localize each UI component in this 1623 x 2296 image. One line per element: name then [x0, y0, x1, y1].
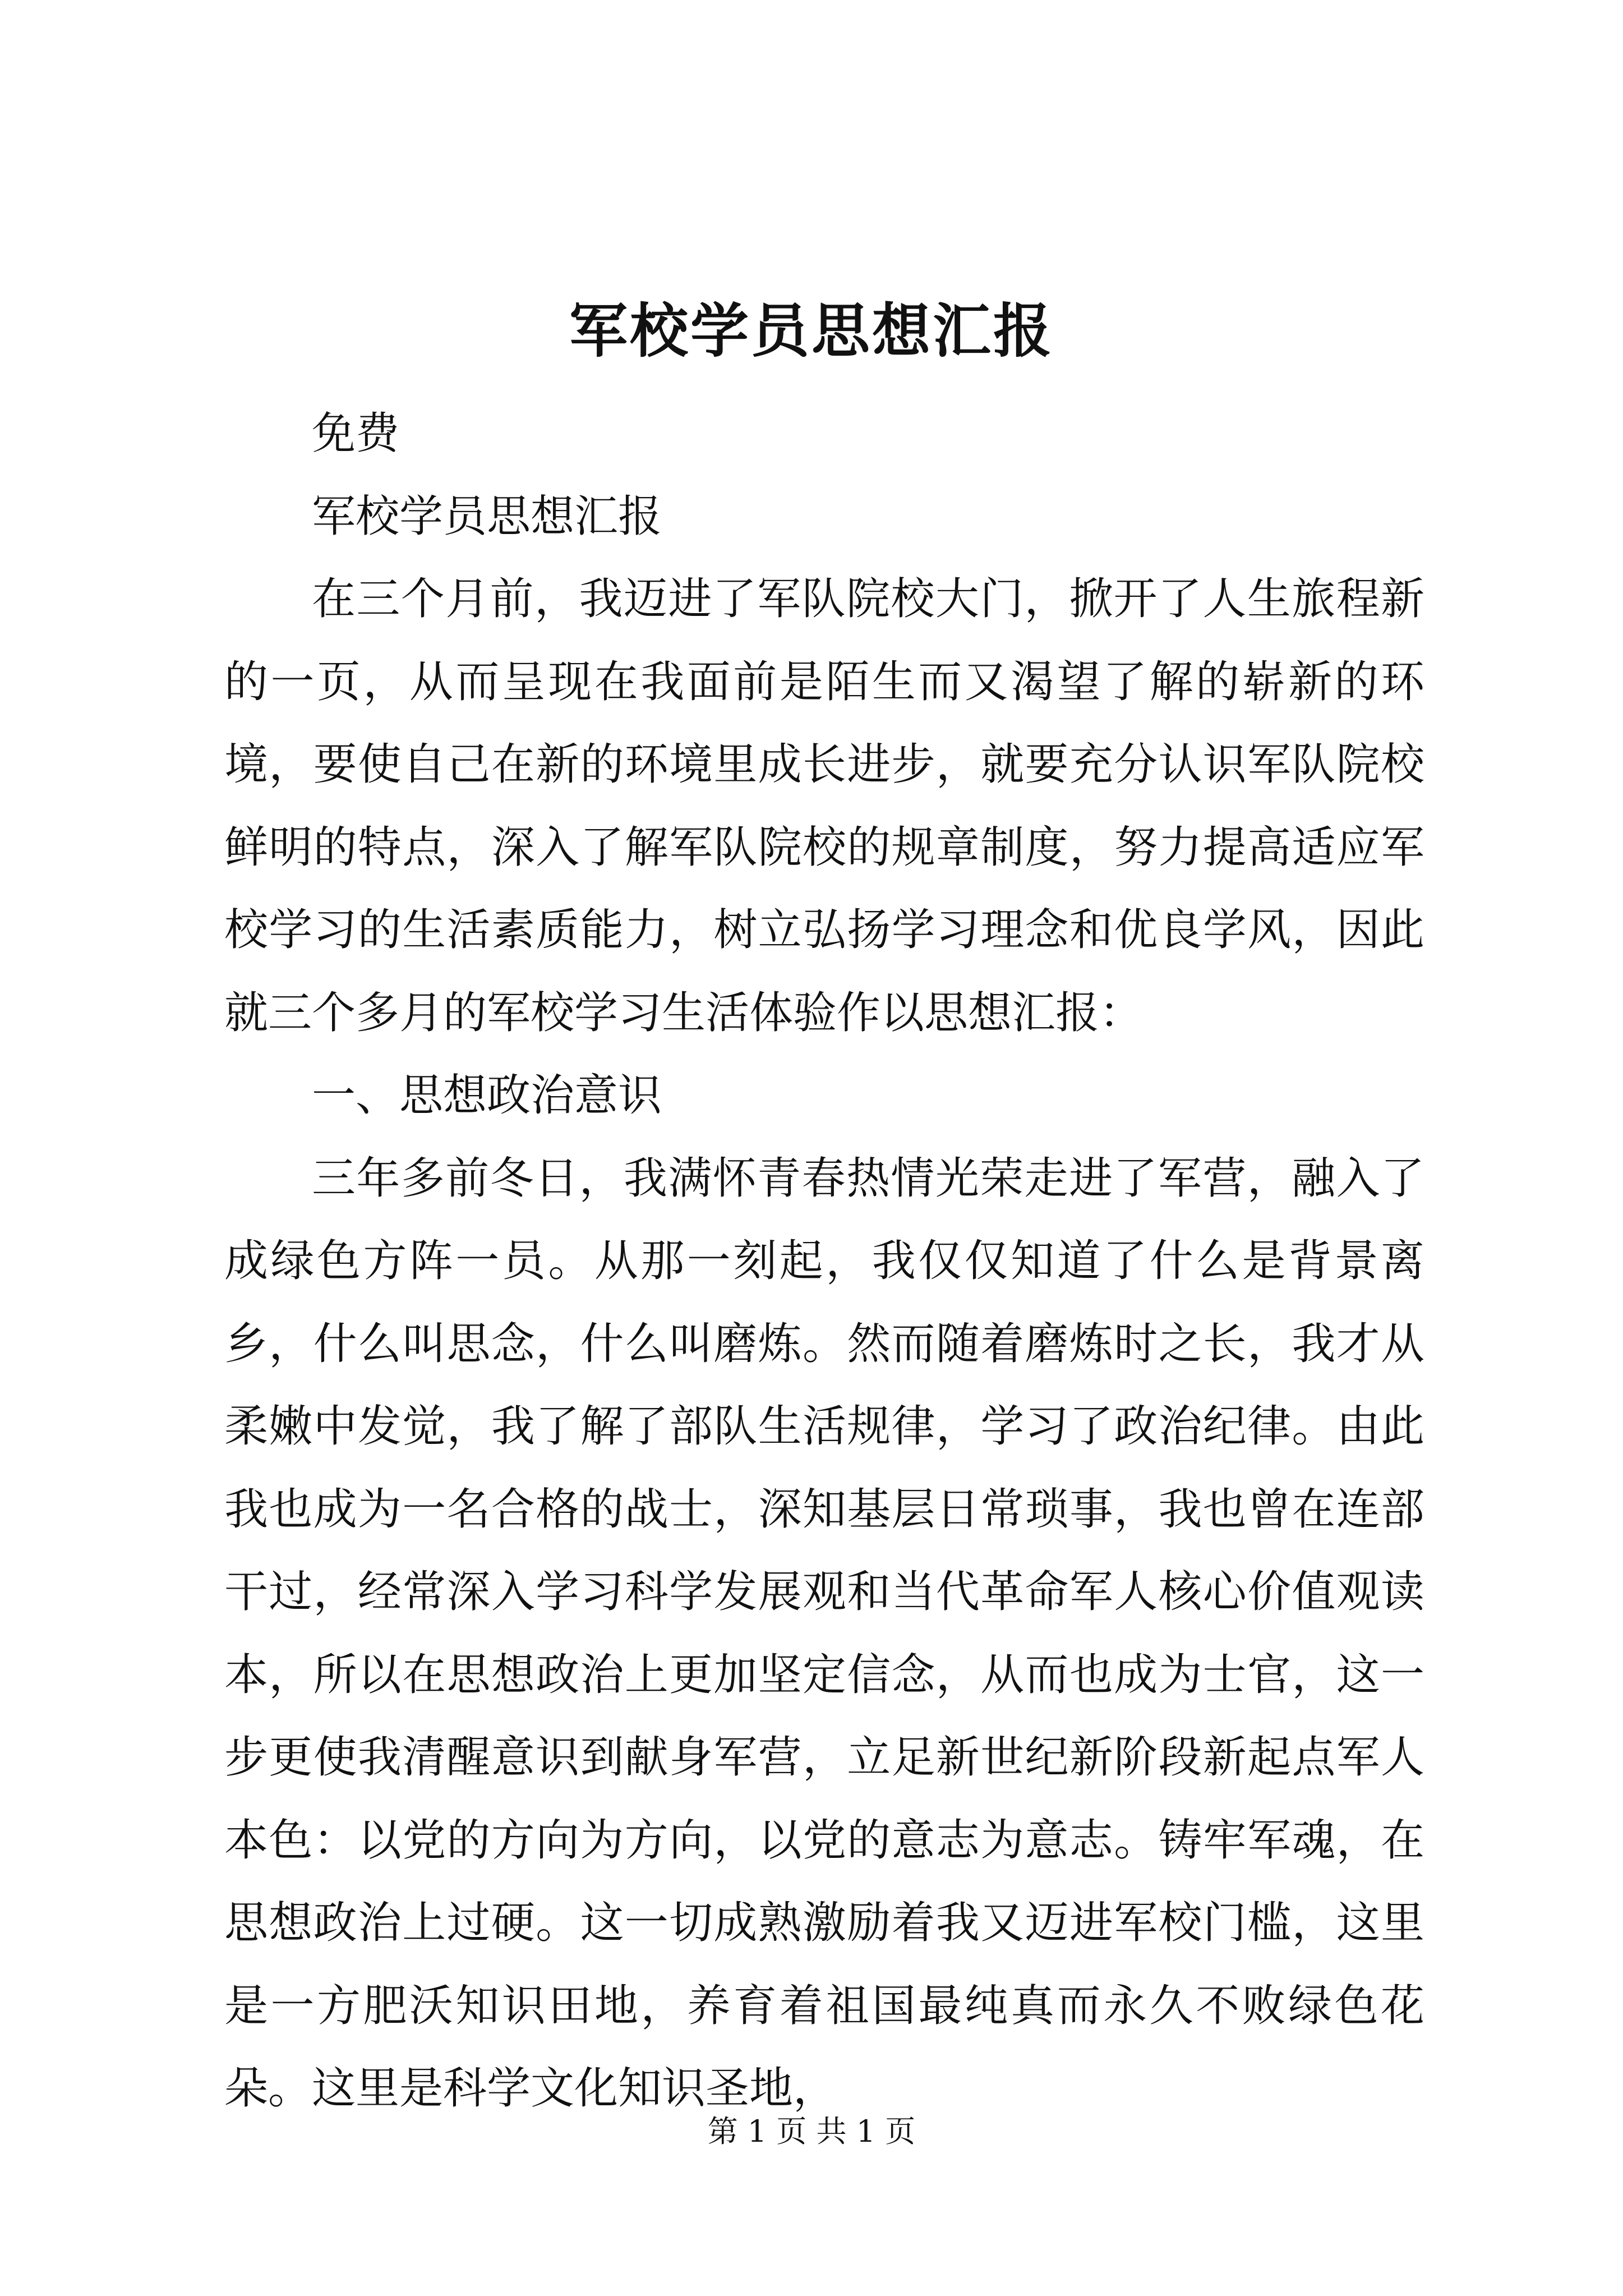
paragraph-subtitle: 军校学员思想汇报: [312, 491, 662, 542]
section-heading-ideology: 一、思想政治意识: [312, 1070, 662, 1121]
document-title: 军校学员思想汇报: [569, 296, 1054, 365]
paragraph-free-label: 免费: [312, 408, 400, 459]
page-footer: 第 1 页 共 1 页: [707, 2114, 916, 2149]
document-body: [224, 393, 1424, 2131]
paragraph-intro: 在三个月前，我迈进了军队院校大门，掀开了人生旅程新的一页，从而呈现在我面前是陌生而又渴望了解的崭新的环境，要使自己在新的环境里成长进步，就要充分认识军队院校鲜明的特点，深入了解军队院校的规章制度，努力提高适应军校学习的生活素质能力，树立弘扬学习理念和优良学风，因此就三个多月的军校学习生活体验作以思想汇报：: [224, 574, 1424, 1038]
paragraph-ideology: 三年多前冬日，我满怀青春热情光荣走进了军营，融入了成绿色方阵一员。从那一刻起，我仅仅知道了什么是背景离乡，什么叫思念，什么叫磨炼。然而随着磨炼时之长，我才从柔嫩中发觉，我了解了部队生活规律，学习了政治纪律。由此我也成为一名合格的战士，深知基层日常琐事，我也曾在连部干过，经常深入学习科学发展观和当代革命军人核心价值观读本，所以在思想政治上更加坚定信念，从而也成为士官，这一步更使我清醒意识到献身军营，立足新世纪新阶段新起点军人本色：以党的方向为方向，以党的意志为意志。铸牢军魂，在思想政治上过硬。这一切成熟激励着我又迈进军校门槛，这里是一方肥沃知识田地，养育着祖国最纯真而永久不败绿色花朵。这里是科学文化知识圣地，: [224, 1153, 1424, 2114]
